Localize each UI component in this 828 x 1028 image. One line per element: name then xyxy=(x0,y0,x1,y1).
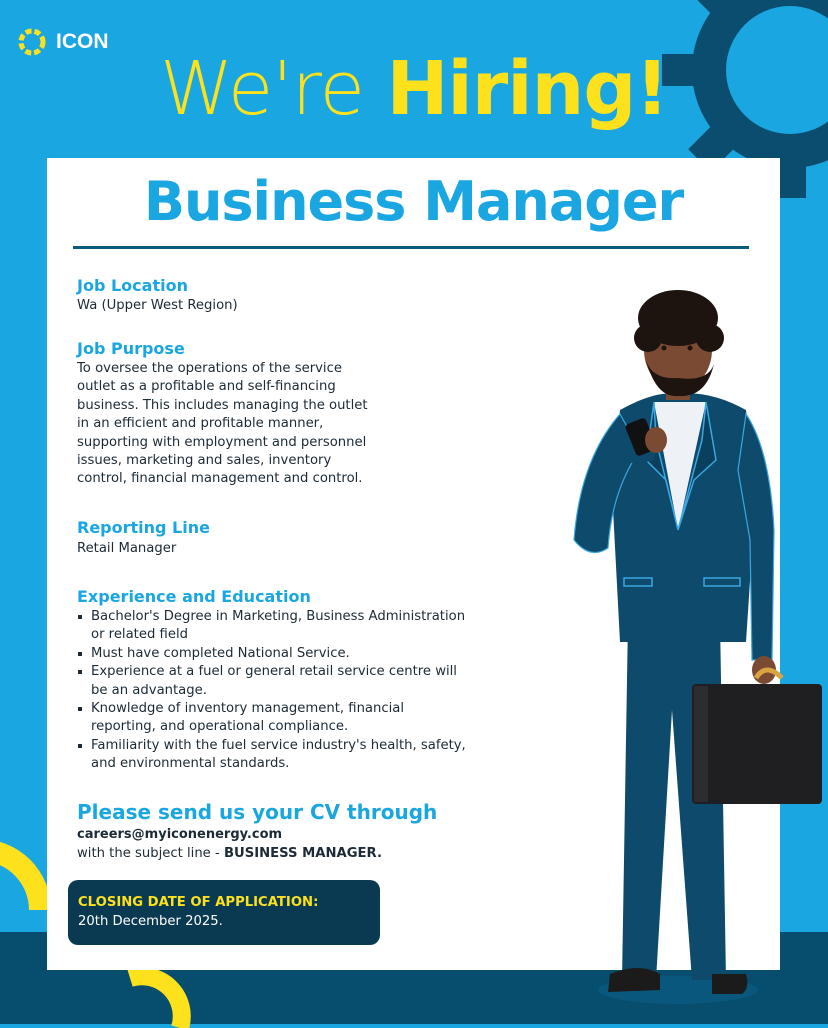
job-title: Business Manager xyxy=(143,170,684,233)
brand-name: ICON xyxy=(56,30,109,53)
experience-list xyxy=(77,608,466,774)
purpose-line: outlet as a profitable and self-financing xyxy=(77,379,336,395)
closing-date-box xyxy=(68,880,380,945)
purpose-line: supporting with employment and personnel xyxy=(77,434,367,450)
job-location-value: Wa (Upper West Region) xyxy=(77,298,238,313)
reporting-line-value: Retail Manager xyxy=(77,541,177,556)
subject-prefix: with the subject line - xyxy=(77,846,224,861)
businessman-illustration xyxy=(560,290,828,1024)
purpose-line: To oversee the operations of the service xyxy=(77,361,342,376)
experience-item: Knowledge of inventory management, financial reporting, and operational compliance. xyxy=(77,700,466,737)
experience-heading: Experience and Education xyxy=(77,587,311,606)
experience-item: Must have completed National Service. xyxy=(77,645,466,663)
title-divider xyxy=(73,246,749,249)
subject-line-text xyxy=(77,846,382,861)
experience-item: Experience at a fuel or general retail service centre will be an advantage. xyxy=(77,663,466,700)
cv-send-heading: Please send us your CV through xyxy=(77,800,438,824)
purpose-line: issues, marketing and sales, inventory xyxy=(77,453,332,469)
closing-date-label: CLOSING DATE OF APPLICATION: xyxy=(78,895,319,910)
yellow-arc-decoration-bottom xyxy=(120,968,200,1028)
reporting-line-heading: Reporting Line xyxy=(77,518,210,537)
headline-lead: We're xyxy=(159,46,387,132)
closing-date-value: 20th December 2025. xyxy=(78,914,223,929)
subject-value: BUSINESS MANAGER. xyxy=(223,846,382,861)
purpose-line: in an efficient and profitable manner, xyxy=(77,416,324,432)
hiring-headline xyxy=(0,44,828,134)
purpose-line: control, financial management and control. xyxy=(77,471,363,487)
headline-emphasis: Hiring! xyxy=(386,46,669,132)
purpose-line: business. This includes managing the outlet xyxy=(77,397,368,413)
experience-item: Familiarity with the fuel service industry's health, safety, and environmental standards. xyxy=(77,737,466,774)
experience-item: Bachelor's Degree in Marketing, Business Administration or related field xyxy=(77,608,466,645)
job-purpose-text xyxy=(77,360,368,489)
job-purpose-heading: Job Purpose xyxy=(77,339,185,358)
job-location-heading: Job Location xyxy=(77,276,188,295)
careers-email-link[interactable]: careers@myiconenergy.com xyxy=(77,827,283,842)
